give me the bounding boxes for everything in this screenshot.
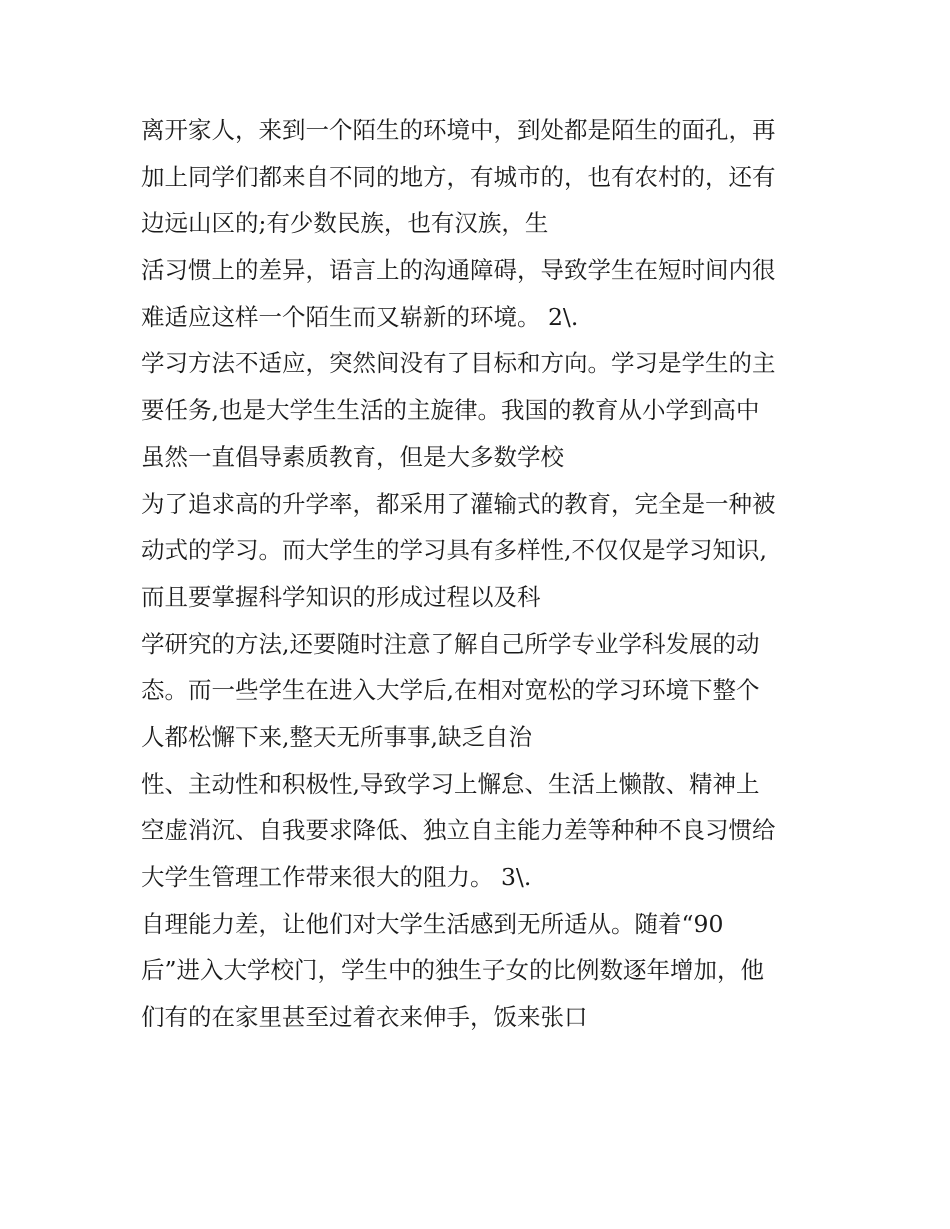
text-line-17: 大学生管理工作带来很大的阻力。 3\.	[141, 863, 532, 891]
text-line-8: 虽然一直倡导素质教育，但是大多数学校	[141, 442, 564, 471]
text-line-10: 动式的学习。而大学生的学习具有多样性,不仅仅是学习知识,	[141, 536, 767, 565]
text-line-5: 难适应这样一个陌生而又崭新的环境。 2\.	[141, 302, 579, 331]
text-line-14: 人都松懈下来,整天无所事事,缺乏自治	[141, 722, 532, 751]
text-line-12: 学研究的方法,还要随时注意了解自己所学专业学科发展的动	[141, 629, 760, 658]
text-line-18: 自理能力差，让他们对大学生活感到无所适从。随着“90	[141, 909, 724, 938]
text-line-13: 态。而一些学生在进入大学后,在相对宽松的学习环境下整个	[141, 676, 760, 705]
text-line-15: 性、主动性和积极性,导致学习上懈怠、生活上懒散、精神上	[141, 769, 760, 798]
text-line-9: 为了追求高的升学率，都采用了灌输式的教育，完全是一种被	[141, 489, 776, 518]
text-line-20: 们有的在家里甚至过着衣来伸手，饭来张口	[141, 1003, 588, 1032]
text-line-11: 而且要掌握科学知识的形成过程以及科	[141, 582, 541, 611]
text-line-7: 要任务,也是大学生生活的主旋律。我国的教育从小学到高中	[141, 396, 760, 425]
body-text	[141, 107, 831, 1041]
text-line-1: 离开家人，来到一个陌生的环境中，到处都是陌生的面孔，再	[141, 116, 776, 144]
text-line-2: 加上同学们都来自不同的地方，有城市的，也有农村的，还有	[141, 162, 776, 191]
text-line-16: 空虚消沉、自我要求降低、独立自主能力差等种种不良习惯给	[141, 816, 776, 845]
text-line-19: 后”进入大学校门，学生中的独生子女的比例数逐年增加，他	[141, 956, 765, 985]
text-line-4: 活习惯上的差异，语言上的沟通障碍，导致学生在短时间内很	[141, 256, 776, 285]
text-line-6: 学习方法不适应，突然间没有了目标和方向。学习是学生的主	[141, 349, 776, 378]
text-line-3: 边远山区的;有少数民族，也有汉族，生	[141, 209, 549, 238]
